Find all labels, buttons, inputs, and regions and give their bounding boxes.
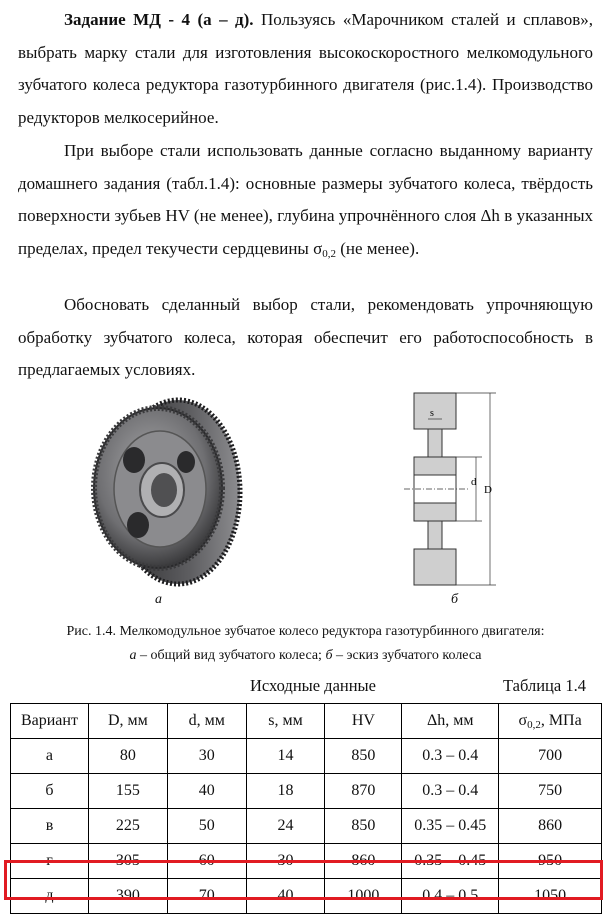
task-paragraph-1: [18, 4, 593, 134]
row-highlight-frame: [4, 860, 603, 900]
header-delta-h: Δh, мм: [402, 704, 499, 739]
header-D: D, мм: [88, 704, 167, 739]
sketch-label-s: s: [430, 408, 434, 419]
task-paragraph-1-text: Пользуясь «Марочником сталей и сплавов», выбрать марку стали для изготовления высокоскоростного мелкомодульного зубчатого колеса редуктора газотурбинного двигателя (рис.1.4). Производство редукторов мелкосерийное.: [18, 10, 593, 127]
figure-label-b: б: [451, 592, 459, 607]
table-row: б 155 40 18 870 0.3 – 0.4 750: [11, 774, 602, 809]
task-paragraph-2: [18, 135, 593, 270]
table-row-highlighted: д 390 70 40 1000 0.4 – 0.5 1050: [11, 879, 602, 914]
header-variant: Вариант: [11, 704, 89, 739]
header-s: s, мм: [246, 704, 325, 739]
sketch-label-D: D: [484, 484, 492, 496]
table-row: в 225 50 24 850 0.35 – 0.45 860: [11, 809, 602, 844]
sketch-label-d: d: [471, 476, 477, 488]
task-paragraph-3: [18, 289, 593, 387]
task-paragraph-2-tail: (не менее).: [336, 238, 420, 258]
task-paragraph-2-text: При выборе стали использовать данные согласно выданному варианту домашнего задания (табл.1.4): основные размеры зубчатого колеса, твёрдость поверхности зубьев HV (не менее), глубина упрочнённого слоя Δh в указанных пределах, предел текучести сердцевины σ: [18, 141, 593, 258]
table-row: а 80 30 14 850 0.3 – 0.4 700: [11, 739, 602, 774]
table-heading: Исходные данные: [250, 676, 376, 695]
table-header-row: [11, 704, 602, 739]
gear-3d-view-image: [86, 392, 246, 592]
header-sigma: $\sigma_{0,2}$, МПа: [499, 704, 602, 739]
table-number: Таблица 1.4: [503, 676, 586, 695]
header-d: d, мм: [167, 704, 246, 739]
task-paragraph-3-text: Обосновать сделанный выбор стали, рекомендовать упрочняющую обработку зубчатого колеса, которая обеспечит его работоспособность в предлагаемых условиях.: [18, 295, 593, 379]
task-title: Задание МД - 4 (а – д).: [64, 10, 254, 29]
header-HV: HV: [325, 704, 402, 739]
table-row: г 305 60 30 860 0.35 – 0.45 950: [11, 844, 602, 879]
figure-caption-line-1: Рис. 1.4. Мелкомодульное зубчатое колесо редуктора газотурбинного двигателя:: [66, 624, 545, 639]
figure-label-a: а: [155, 592, 162, 607]
sigma-subscript: 0,2: [322, 247, 336, 260]
figure-caption-line-2: а – общий вид зубчатого колеса; б – эскиз зубчатого колеса: [129, 648, 482, 663]
gear-sketch-image: [404, 385, 504, 590]
